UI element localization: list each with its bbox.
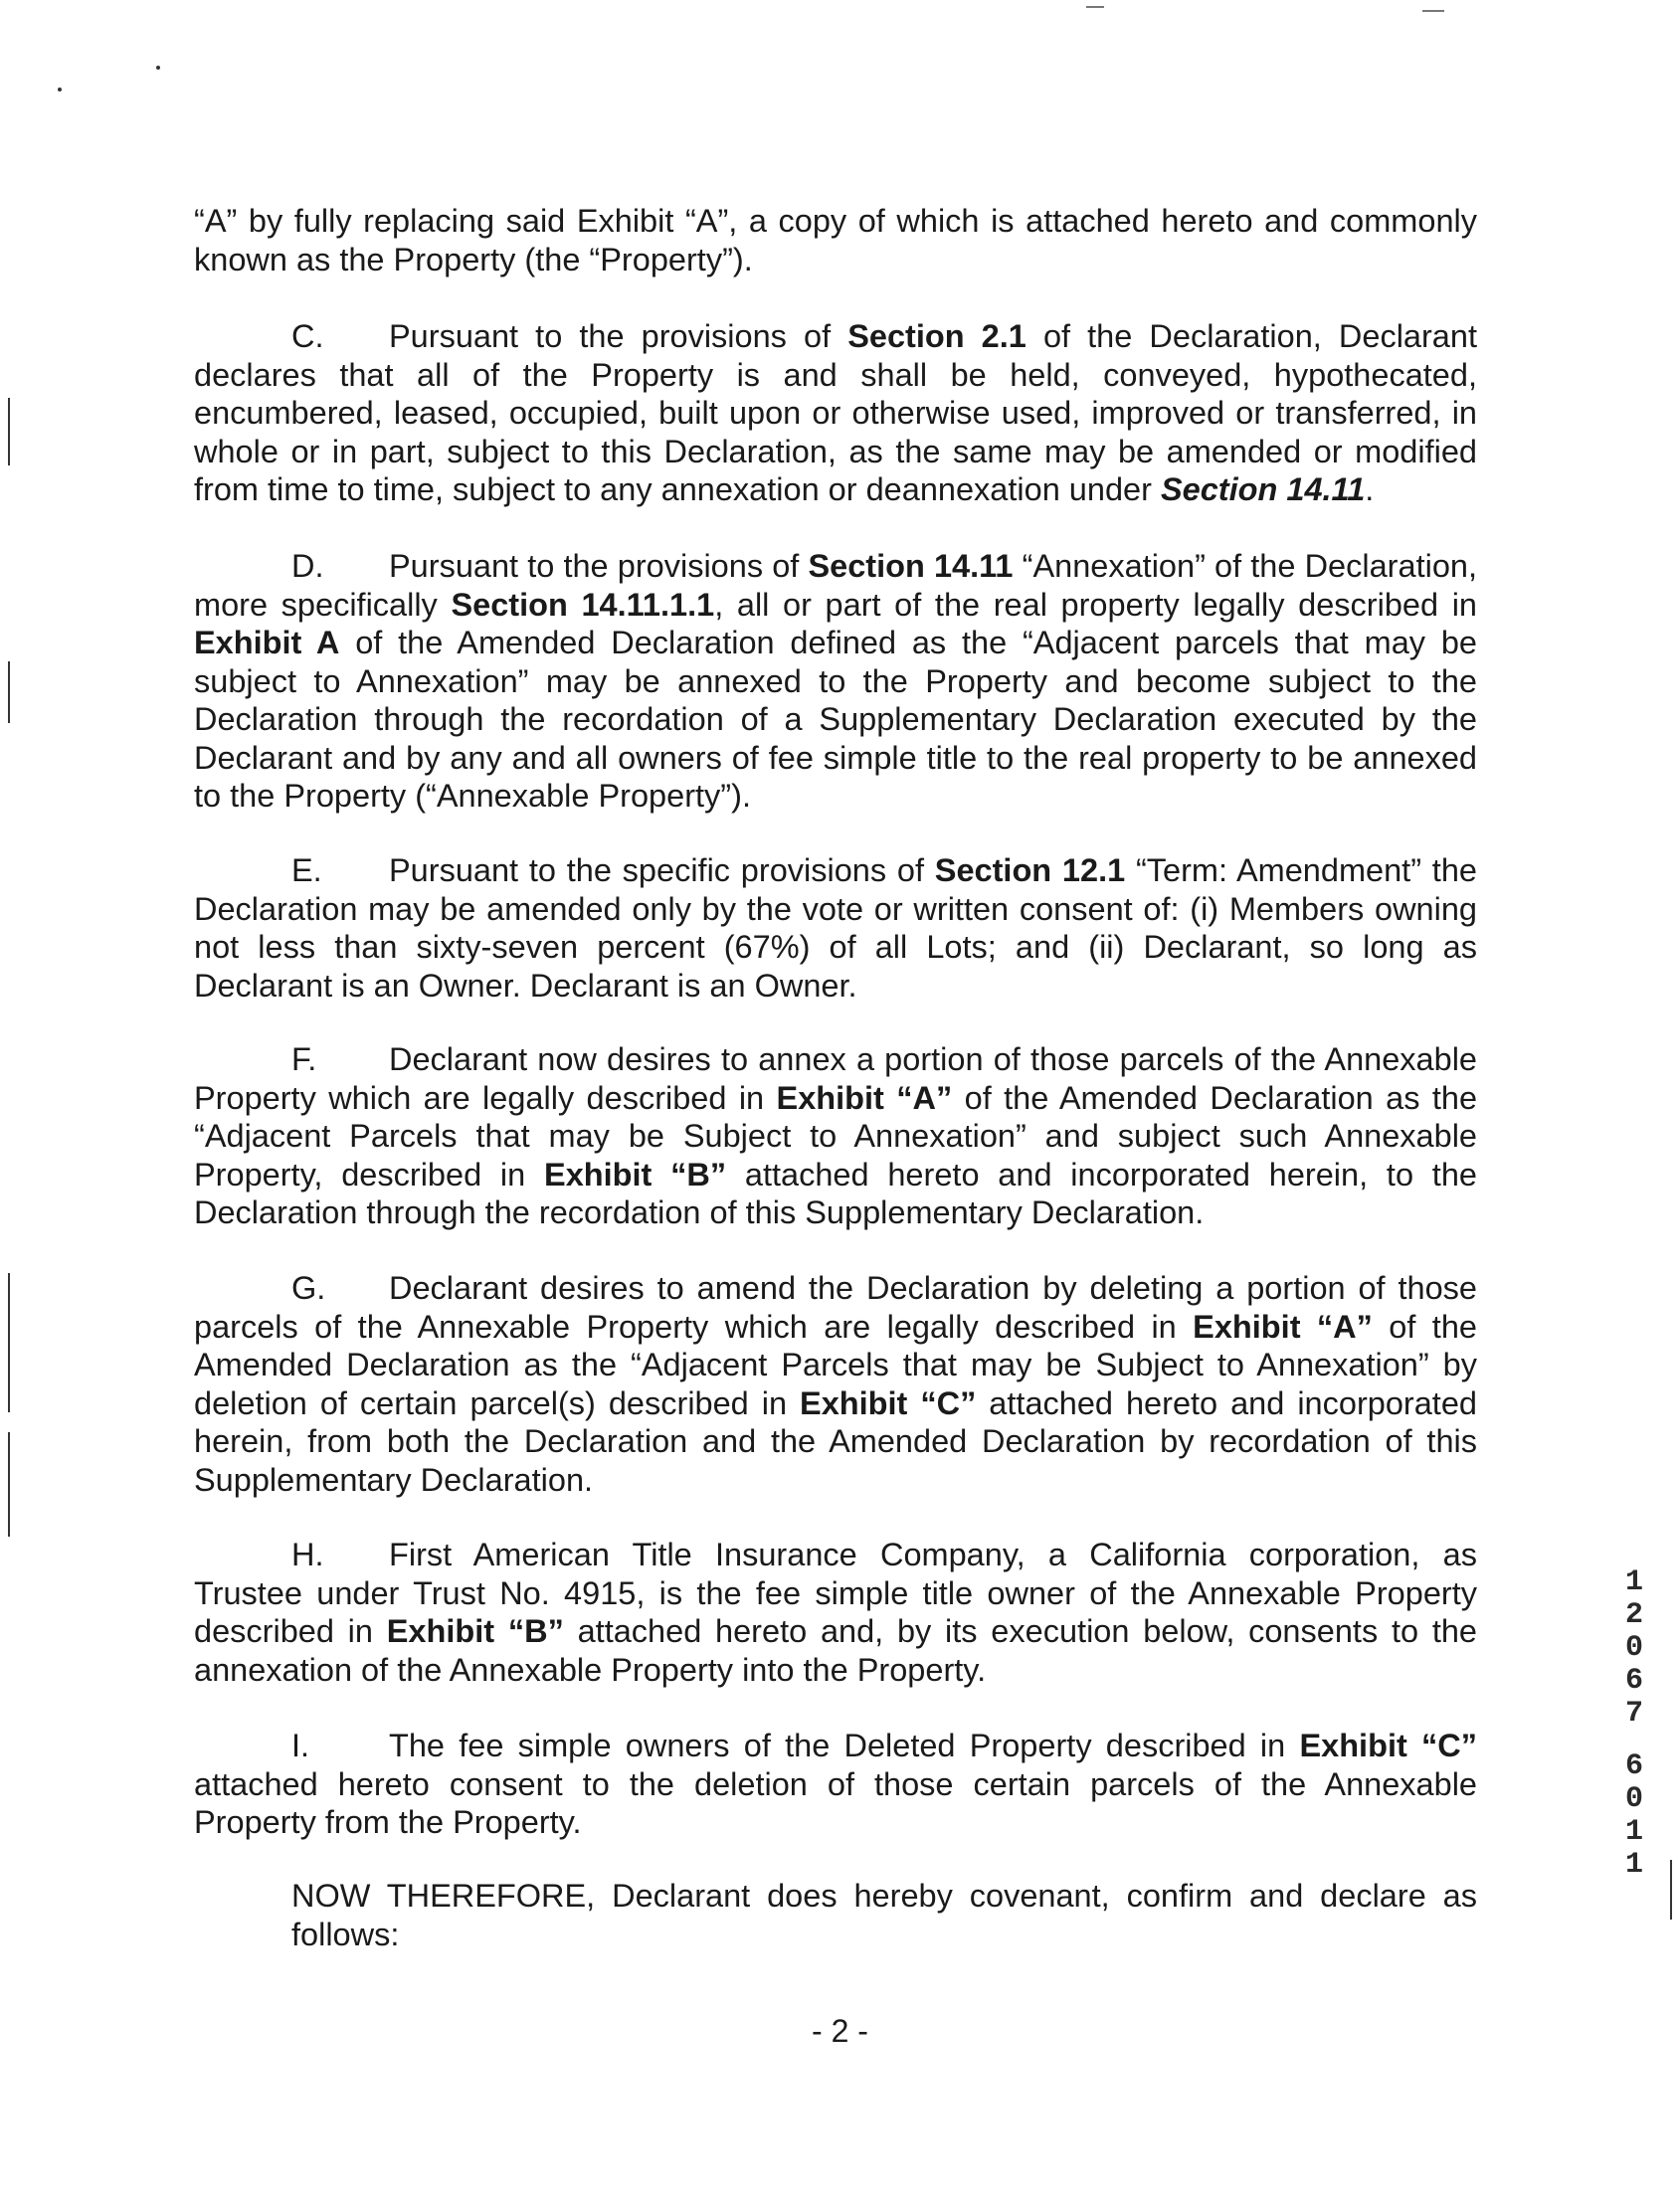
paragraph-text: NOW THEREFORE, Declarant does hereby covenant, confirm and declare as follows: [291, 1878, 1477, 1952]
stamp-digit: 0 [1624, 1631, 1643, 1665]
stamp-digit: 1 [1624, 1815, 1643, 1849]
paragraph-text: Pursuant to the provisions of [389, 548, 809, 584]
paragraph-now-therefore [194, 1877, 1477, 1953]
paragraph-intro [194, 202, 1477, 278]
paragraph-text: of the Amended Declaration defined as the “Adjacent parcels that may be subject to Annexation” may be annexed to the Property and become subject to the Declaration through the recordation of a Supplementary Declaration executed by the Declarant and by any and all owners of fee simple title to the real property to be annexed to the Property (“Annexable Property”). [194, 625, 1477, 814]
stamp-digit: 2 [1624, 1598, 1643, 1632]
paragraph-text: attached hereto and incorporated herein, from both the Declaration and the Amended Declaration by recordation of this Supplementary Declaration. [194, 1384, 1477, 1498]
paragraph-label: I. [291, 1728, 310, 1763]
stamp-digit: 7 [1624, 1697, 1643, 1731]
exhibit-reference: Exhibit “A” [776, 1079, 953, 1116]
margin-change-bar [8, 1432, 10, 1537]
margin-change-bar [8, 661, 10, 723]
paragraph-text: Declarant now desires to annex a portion of those parcels of the Annexable Property which are legally described in [194, 1041, 1477, 1116]
margin-change-bar [8, 398, 10, 465]
section-reference: Section 14.11.1.1 [451, 586, 715, 623]
paragraph-text: , all or part of the real property legally described in [714, 586, 1477, 623]
margin-change-bar [8, 1273, 10, 1412]
paragraph-text: attached hereto and incorporated herein, to the Declaration through the recordation of this Supplementary Declaration. [194, 1156, 1477, 1230]
exhibit-reference: Exhibit “C” [800, 1384, 977, 1421]
paragraph-label: H. [291, 1537, 324, 1572]
stamp-digit: 6 [1624, 1664, 1643, 1698]
paragraph-text: Declarant desires to amend the Declaration by deleting a portion of those parcels of the Annexable Property which are legally described in [194, 1270, 1477, 1345]
paragraph-i [194, 1727, 1477, 1842]
paragraph-c [194, 317, 1477, 509]
paragraph-text: “Term: Amendment” the Declaration may be amended only by the vote or written consent of: (i) Members owning not less than sixty-seven percent (67%) of all Lots; and (ii) Declarant, so long as Declarant is an Owner. Declarant is an Owner. [194, 852, 1477, 1004]
exhibit-reference: Exhibit A [194, 625, 340, 660]
paragraph-label: G. [291, 1270, 326, 1306]
stamp-digit: 6 [1624, 1749, 1643, 1783]
margin-change-bar [1670, 1860, 1672, 1920]
paragraph-text: attached hereto consent to the deletion of those certain parcels of the Annexable Property from the Property. [194, 1765, 1477, 1840]
section-reference: Section 14.11 [808, 548, 1014, 584]
paragraph-g [194, 1269, 1477, 1499]
exhibit-reference: Exhibit “B” [386, 1613, 564, 1649]
scan-speck [58, 88, 62, 92]
paragraph-text: of the Amended Declaration as the “Adjacent Parcels that may be Subject to Annexation” by deletion of certain parcel(s) described in [194, 1308, 1477, 1421]
paragraph-text: of the Amended Declaration as the “Adjacent Parcels that may be Subject to Annexation” and subject such Annexable Property, described in [194, 1079, 1478, 1193]
stamp-digit: 1 [1624, 1848, 1643, 1882]
paragraph-d [194, 547, 1477, 816]
scan-speck [156, 66, 160, 70]
section-reference: Section 2.1 [847, 318, 1027, 354]
paragraph-f [194, 1040, 1477, 1232]
scan-mark [1086, 6, 1104, 8]
scan-mark [1422, 10, 1444, 12]
paragraph-text: Pursuant to the provisions of [389, 318, 848, 354]
paragraph-text: The fee simple owners of the Deleted Property described in [389, 1728, 1300, 1763]
recording-number-stamp [1619, 1566, 1649, 1882]
paragraph-label: C. [291, 318, 324, 354]
stamp-digit: 1 [1624, 1565, 1643, 1599]
page-number: - 2 - [812, 2013, 868, 2049]
section-reference: Section 14.11 [1160, 471, 1366, 507]
paragraph-label: F. [291, 1041, 317, 1077]
paragraph-label: E. [291, 852, 322, 888]
exhibit-reference: Exhibit “B” [544, 1156, 727, 1193]
paragraph-text: First American Title Insurance Company, a California corporation, as Trustee under Trust No. 4915, is the fee simple title owner of the Annexable Property described in [194, 1537, 1477, 1649]
paragraph-text: of the Declaration, Declarant declares that all of the Property is and shall be held, conveyed, hypothecated, encumbered, leased, occupied, built upon or otherwise used, improved or transferred, in whole or in part, subject to this Declaration, as the same may be amended or modified from time to time, subject to any annexation or deannexation under [194, 318, 1477, 507]
exhibit-reference: Exhibit “A” [1193, 1308, 1373, 1345]
paragraph-text: “Annexation” of the Declaration, more specifically [194, 548, 1477, 623]
section-reference: Section 12.1 [934, 852, 1126, 888]
paragraph-text: attached hereto and, by its execution below, consents to the annexation of the Annexable Property into the Property. [194, 1613, 1477, 1688]
paragraph-label: D. [291, 548, 324, 584]
paragraph-h [194, 1536, 1477, 1689]
paragraph-text: Pursuant to the specific provisions of [389, 852, 935, 888]
paragraph-intro-text: “A” by fully replacing said Exhibit “A”, a copy of which is attached hereto and commonly known as the Property (the “Property”). [194, 203, 1477, 277]
paragraph-text: . [1365, 471, 1375, 507]
paragraph-e [194, 851, 1477, 1005]
exhibit-reference: Exhibit “C” [1299, 1728, 1477, 1763]
stamp-digit: 0 [1624, 1782, 1643, 1816]
